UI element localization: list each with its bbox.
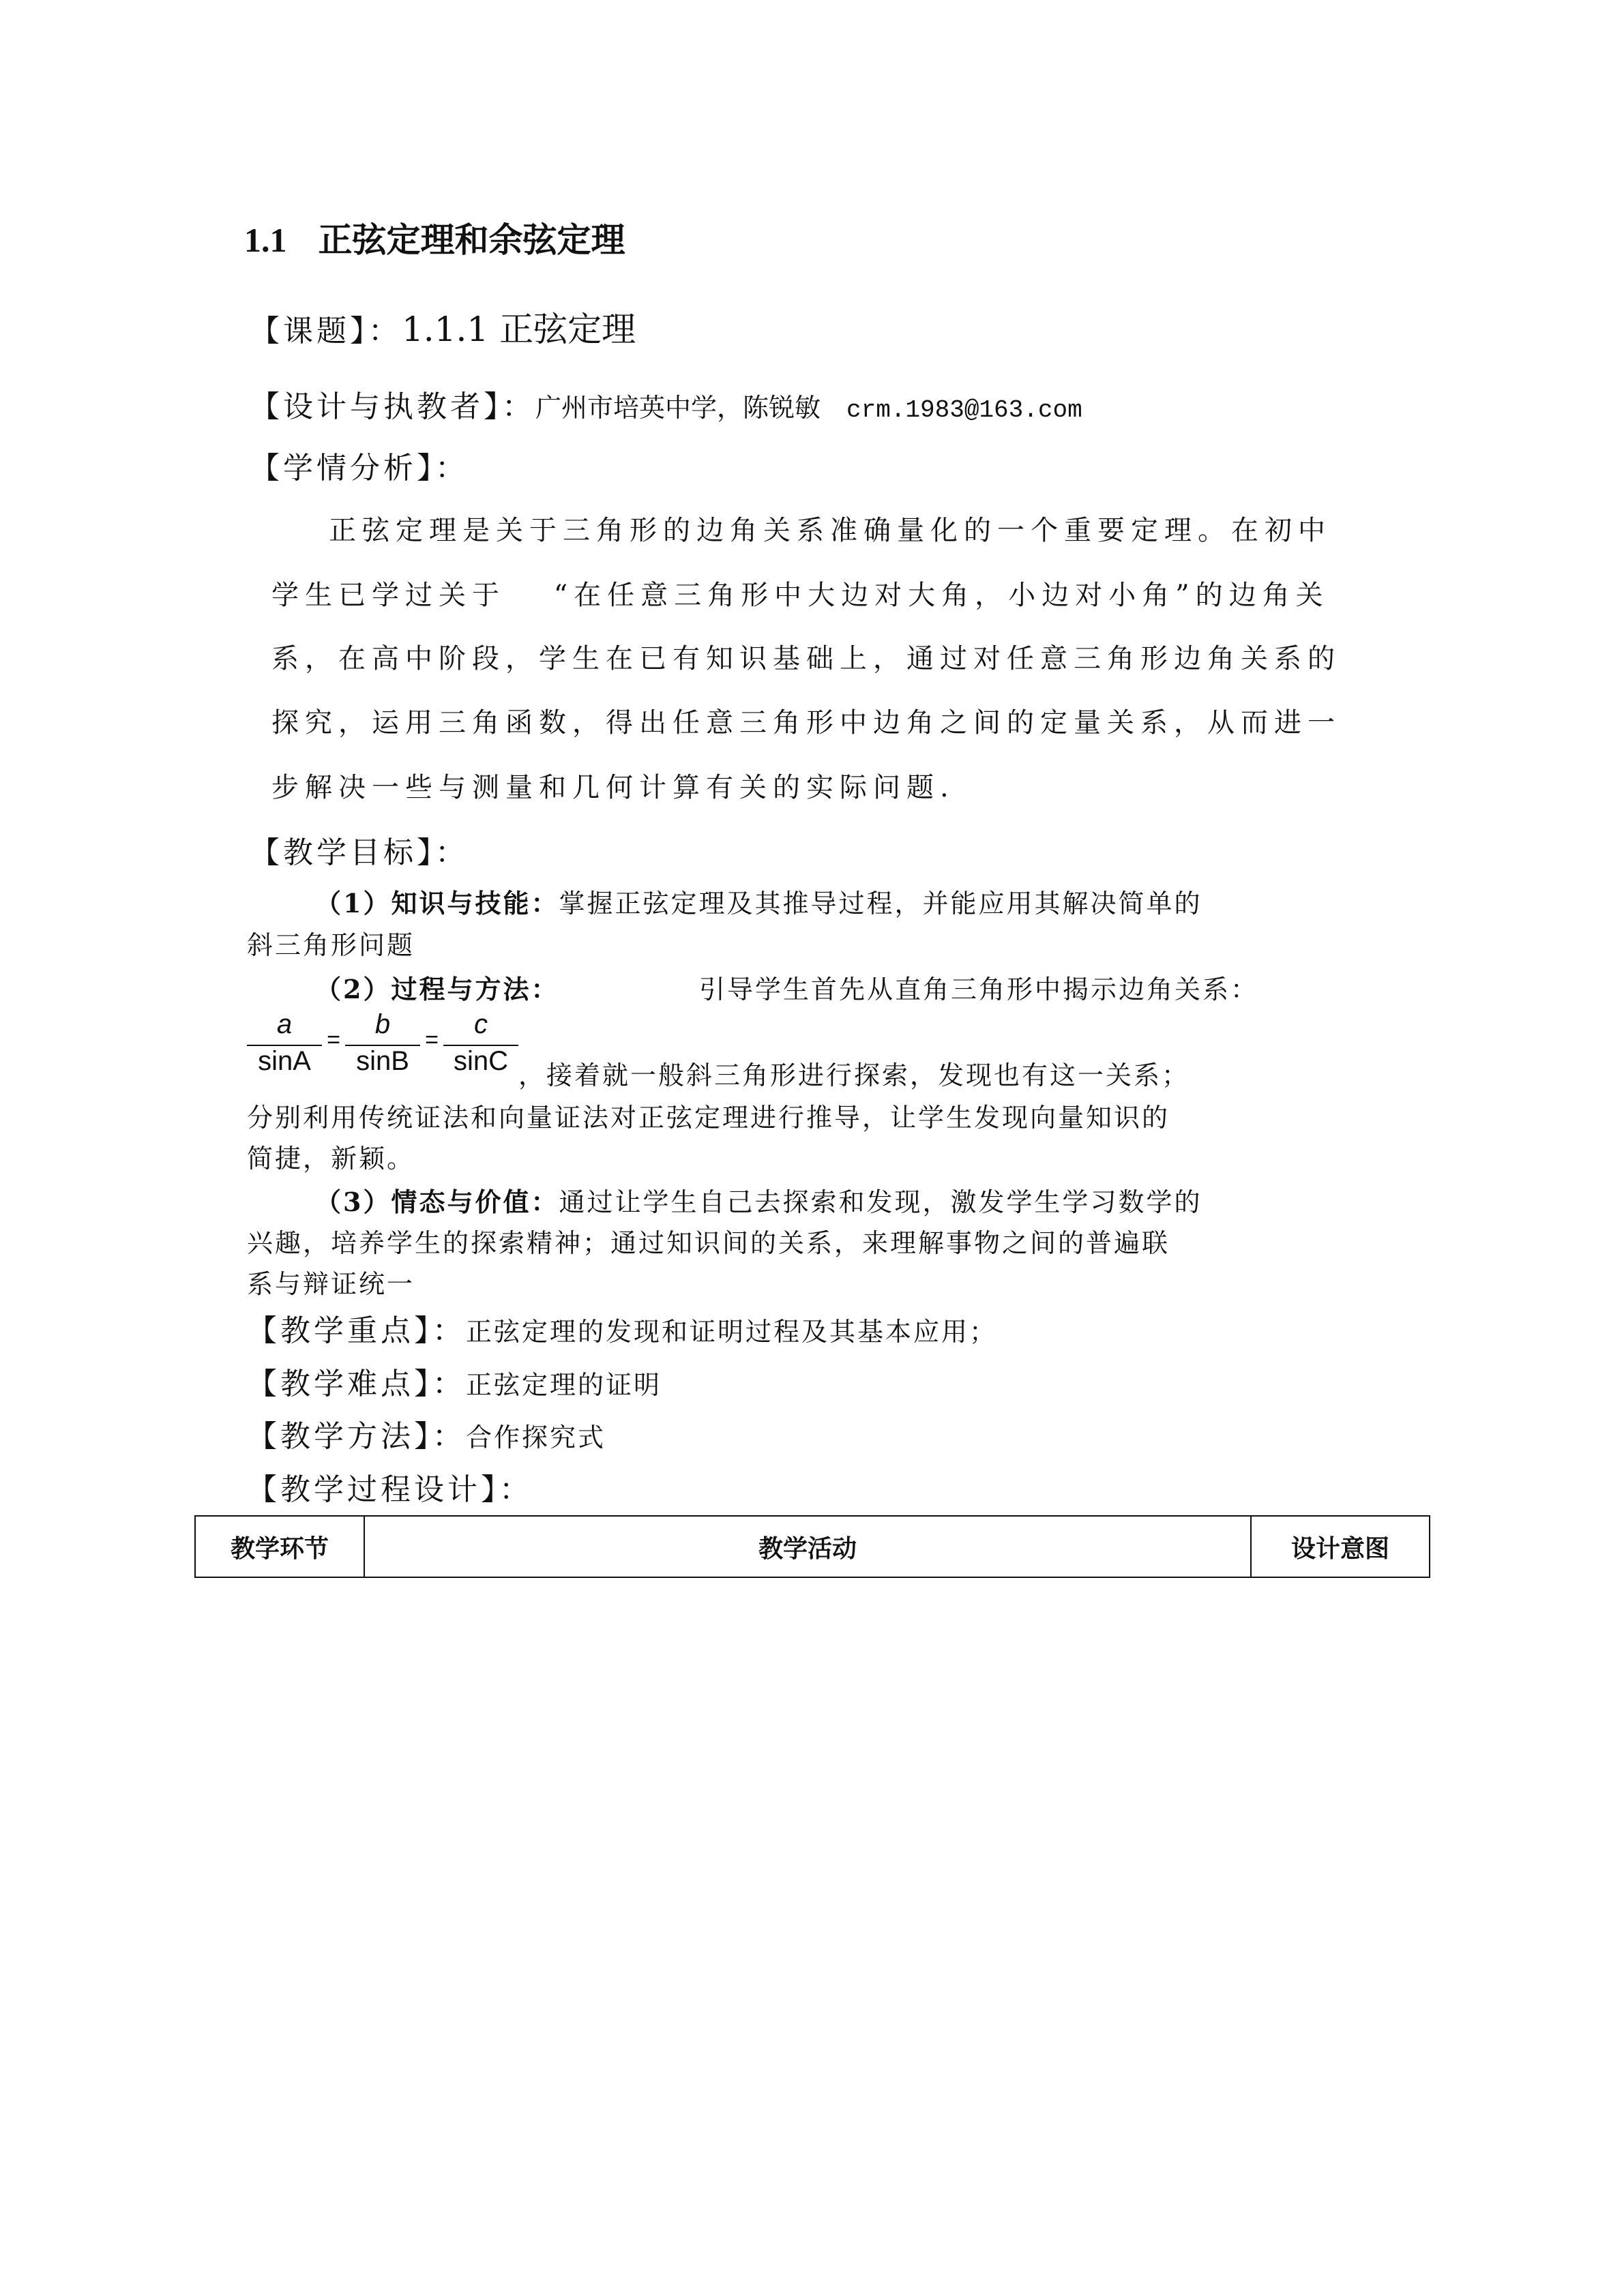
goal-3-line-2: 兴趣，培养学生的探索精神；通过知识间的关系，来理解事物之间的普遍联 xyxy=(247,1228,1170,1258)
numerator-c: c xyxy=(474,1009,488,1039)
sine-law-formula xyxy=(247,1009,533,1077)
goal-2-title: （2）过程与方法： xyxy=(315,974,559,1004)
equals-sign: = xyxy=(327,1027,340,1053)
key-point-label: 【教学重点】： xyxy=(247,1313,466,1348)
difficulty-line xyxy=(247,1359,662,1403)
equals-sign: = xyxy=(425,1027,439,1053)
header-teaching-stage: 教学环节 xyxy=(195,1516,364,1577)
analysis-line-5: 步解决一些与测量和几何计算有关的实际问题. xyxy=(271,772,955,803)
method-line xyxy=(247,1412,606,1455)
denominator-sinC: sinC xyxy=(453,1046,509,1076)
topic-line xyxy=(250,302,636,351)
header-teaching-activity: 教学活动 xyxy=(364,1516,1251,1577)
process-label: 【教学过程设计】： xyxy=(247,1472,533,1507)
denominator-sinB: sinB xyxy=(356,1046,409,1076)
goal-3-title: （3）情态与价值： xyxy=(315,1187,559,1217)
designer-value: 广州市培英中学，陈锐敏 xyxy=(535,393,821,423)
denominator-sinA: sinA xyxy=(258,1046,311,1076)
method-value: 合作探究式 xyxy=(466,1422,606,1452)
section-title: 正弦定理和余弦定理 xyxy=(318,220,625,260)
analysis-label: 【学情分析】： xyxy=(250,451,469,486)
section-number: 1.1 xyxy=(244,221,287,259)
topic-label: 【课题】： xyxy=(250,314,402,348)
designer-email: crm.1983@163.com xyxy=(846,396,1082,424)
key-point-value: 正弦定理的发现和证明过程及其基本应用； xyxy=(466,1317,998,1347)
numerator-a: a xyxy=(276,1009,293,1039)
difficulty-value: 正弦定理的证明 xyxy=(466,1370,662,1400)
goal-1 xyxy=(315,882,1202,920)
numerator-b: b xyxy=(374,1009,391,1039)
goal-2-line-3: 分别利用传统证法和向量证法对正弦定理进行推导，让学生发现向量知识的 xyxy=(247,1103,1170,1133)
goal-3-line-1: 通过让学生自己去探索和发现，激发学生学习数学的 xyxy=(559,1187,1202,1217)
analysis-line-2: 学生已学过关于 “在任意三角形中大边对大角，小边对小角”的边角关 xyxy=(271,580,1329,611)
method-label: 【教学方法】： xyxy=(247,1419,466,1454)
analysis-line-4: 探究，运用三角函数，得出任意三角形中边角之间的定量关系，从而进一 xyxy=(271,707,1341,739)
table-header-row xyxy=(195,1516,1430,1577)
header-design-intent: 设计意图 xyxy=(1251,1516,1430,1577)
designer-line xyxy=(250,382,1082,426)
designer-label: 【设计与执教者】： xyxy=(250,389,535,424)
topic-value: 1.1.1 正弦定理 xyxy=(402,310,636,349)
goal-2-text: 引导学生首先从直角三角形中揭示边角关系： xyxy=(699,974,1259,1004)
key-point-line xyxy=(247,1306,997,1350)
teaching-process-table xyxy=(194,1515,1430,1578)
goal-1-line-1: 掌握正弦定理及其推导过程，并能应用其解决简单的 xyxy=(559,889,1202,919)
goal-3-line-3: 系与辩证统一 xyxy=(247,1269,415,1299)
goal-1-line-2: 斜三角形问题 xyxy=(247,930,415,960)
analysis-line-1: 正弦定理是关于三角形的边角关系准确量化的一个重要定理。在初中 xyxy=(329,515,1331,546)
goal-2-line-4: 简捷，新颖。 xyxy=(247,1144,415,1174)
section-heading xyxy=(244,213,625,262)
analysis-line-3: 系，在高中阶段，学生在已有知识基础上，通过对任意三角形边角关系的 xyxy=(271,643,1341,674)
goal-2-after-formula: ，接着就一般斜三角形进行探索，发现也有这一关系； xyxy=(518,1060,1190,1090)
goal-3 xyxy=(315,1181,1202,1219)
goals-label: 【教学目标】： xyxy=(250,835,469,870)
goal-1-title: （1）知识与技能： xyxy=(315,888,559,919)
goal-2 xyxy=(315,968,559,1006)
difficulty-label: 【教学难点】： xyxy=(247,1367,466,1401)
